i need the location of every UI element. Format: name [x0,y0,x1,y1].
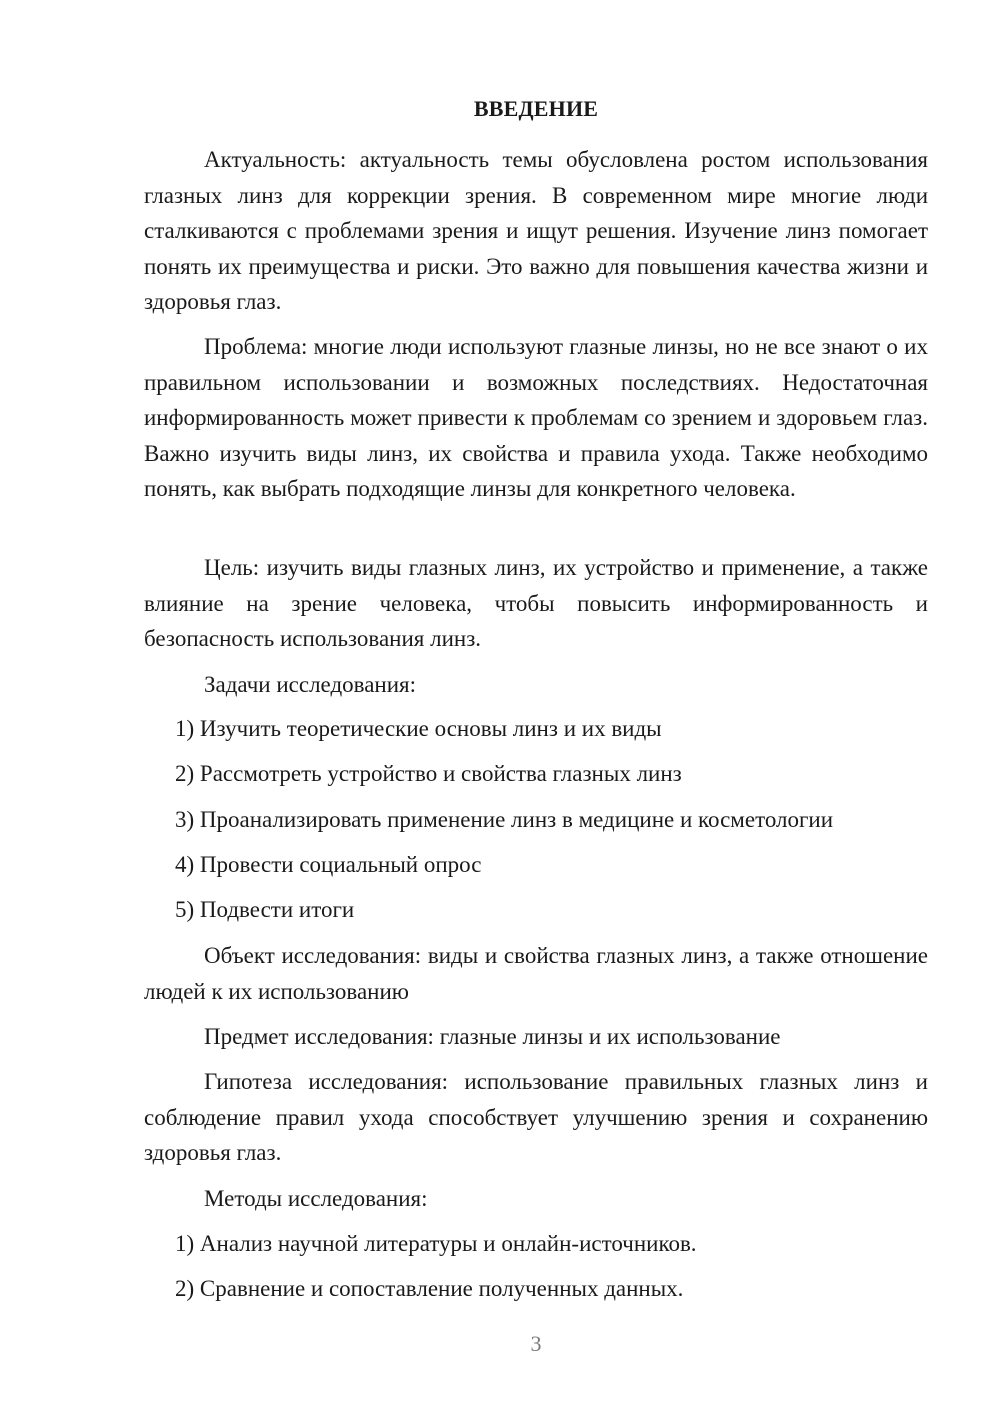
task-item-5: 5) Подвести итоги [175,897,355,922]
task-item-1: 1) Изучить теоретические основы линз и их виды [175,716,662,741]
task-item-4: 4) Провести социальный опрос [175,852,482,877]
problem-paragraph: Проблема: многие люди используют глазные линзы, но не все знают о их правильном использовании и возможных последствиях. Недостаточная информированность может привести к проблемам со зрением и здоровьем глаз. Важно изучить виды линз, их свойства и правила ухода. Также необходимо понять, как выбрать подходящие линзы для конкретного человека. [144,334,928,501]
object-paragraph: Объект исследования: виды и свойства глазных линз, а также отношение людей к их использованию [144,943,928,1004]
hypothesis-paragraph: Гипотеза исследования: использование правильных глазных линз и соблюдение правил ухода способствует улучшению зрения и сохранению здоровья глаз. [144,1069,928,1165]
method-item-1: 1) Анализ научной литературы и онлайн-источников. [175,1231,697,1256]
task-item-2: 2) Рассмотреть устройство и свойства глазных линз [175,761,682,786]
relevance-paragraph: Актуальность: актуальность темы обусловлена ростом использования глазных линз для коррекции зрения. В современном мире многие люди сталкиваются с проблемами зрения и ищут решения. Изучение линз помогает понять их преимущества и риски. Это важно для повышения качества жизни и здоровья глаз. [144,147,928,314]
subject-paragraph: Предмет исследования: глазные линзы и их использование [204,1024,781,1049]
page-number: 3 [530,1331,542,1356]
tasks-heading: Задачи исследования: [204,672,417,697]
methods-heading: Методы исследования: [204,1186,428,1211]
goal-paragraph: Цель: изучить виды глазных линз, их устройство и применение, а также влияние на зрение человека, чтобы повысить информированность и безопасность использования линз. [144,555,928,651]
method-item-2: 2) Сравнение и сопоставление полученных данных. [175,1276,684,1301]
section-title: ВВЕДЕНИЕ [473,96,599,121]
task-item-3: 3) Проанализировать применение линз в медицине и косметологии [175,807,834,832]
